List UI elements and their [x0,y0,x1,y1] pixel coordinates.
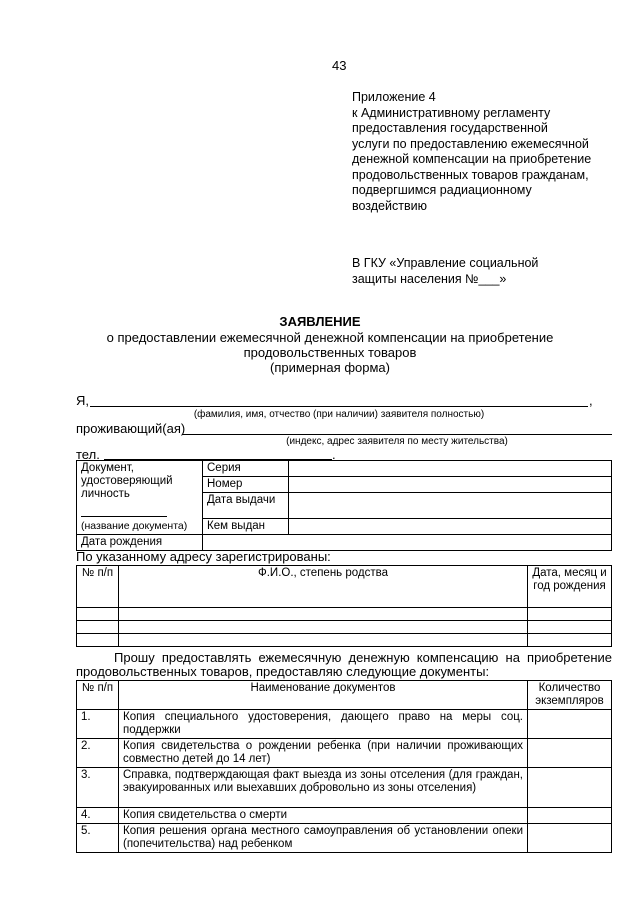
issued-by-value[interactable] [289,519,612,535]
reg-cell[interactable] [528,621,612,634]
doc-name: Справка, подтверждающая факт выезда из зоны отселения (для граждан, эвакуированных или выехавших добровольно из зоны отселения) [119,768,528,808]
addressee-block [352,256,612,287]
request-paragraph [76,651,612,679]
address-caption: (индекс, адрес заявителя по месту жительства) [286,436,508,447]
reg-cell[interactable] [77,634,119,647]
series-label: Серия [203,461,289,477]
address-field[interactable] [182,434,612,435]
issue-date-label: Дата выдачи [203,493,289,519]
tel-label: тел. [76,447,100,462]
request-text: Прошу предоставлять ежемесячную денежную компенсацию на приобретение продовольственных товаров, предоставляю следующие документы: [76,650,612,679]
id-document-table [76,460,612,551]
fullname-caption: (фамилия, имя, отчество (при наличии) заявителя полностью) [193,409,485,420]
doc-num: 3. [77,768,119,808]
addressee-line: В ГКУ «Управление социальной [352,256,539,270]
reg-cell[interactable] [528,608,612,621]
annex-title: Приложение 4 [352,90,436,104]
series-value[interactable] [289,461,612,477]
reg-cell[interactable] [77,608,119,621]
doc-name: Копия решения органа местного самоуправления об установлении опеки (попечительства) над ребенком [119,824,528,853]
reg-cell[interactable] [119,608,528,621]
reg-cell[interactable] [528,634,612,647]
reg-col-num: № п/п [77,566,119,608]
documents-table [76,680,612,853]
issue-date-value[interactable] [289,493,612,519]
i-label: Я, [76,393,89,408]
doc-qty[interactable] [528,824,612,853]
subtitle-line: о предоставлении ежемесячной денежной компенсации на приобретение [106,330,554,345]
subtitle-line: продовольственных товаров [243,345,417,360]
annex-line: предоставления государственной [352,121,548,135]
page-number: 43 [332,58,347,73]
annex-line: услуги по предоставлению ежемесячной [352,136,589,151]
reg-cell[interactable] [119,634,528,647]
fullname-field[interactable] [90,406,588,407]
document-title: ЗАЯВЛЕНИЕ [279,314,361,329]
annex-block [352,90,612,214]
doc-qty[interactable] [528,739,612,768]
issued-by-label: Кем выдан [203,519,289,535]
reg-col-date: Дата, месяц и год рождения [528,566,612,608]
doc-name: Копия свидетельства о рождении ребенка (при наличии проживающих совместно детей до 14 лет) [119,739,528,768]
i-end-comma: , [589,393,593,408]
doc-qty[interactable] [528,808,612,824]
addressee-line: защиты населения №___» [352,271,507,286]
registered-heading: По указанному адресу зарегистрированы: [76,549,331,564]
reg-cell[interactable] [119,621,528,634]
id-doc-label-cell [77,461,203,535]
id-doc-caption: (название документа) [81,520,188,532]
annex-line: денежной компенсации на приобретение [352,152,592,166]
doc-qty[interactable] [528,768,612,808]
doc-num: 4. [77,808,119,824]
doc-name: Копия специального удостоверения, дающего право на меры соц. поддержки [119,710,528,739]
reg-col-name: Ф.И.О., степень родства [119,566,528,608]
doc-num: 1. [77,710,119,739]
annex-line: к Административному регламенту [352,105,551,120]
doc-name: Копия свидетельства о смерти [119,808,528,824]
docs-col-num: № п/п [77,681,119,710]
id-doc-caption-wrap [81,516,199,533]
docs-col-qty: Количество экземпляров [528,681,612,710]
registered-table [76,565,612,647]
residing-label: проживающий(ая) [76,421,186,436]
doc-num: 2. [77,739,119,768]
birth-date-label: Дата рождения [77,535,203,551]
id-doc-name-line[interactable] [81,516,167,517]
number-value[interactable] [289,477,612,493]
annex-line: продовольственных товаров гражданам, [352,167,589,182]
doc-qty[interactable] [528,710,612,739]
doc-num: 5. [77,824,119,853]
number-label: Номер [203,477,289,493]
document-subtitle [60,330,600,375]
annex-line: подвергшимся радиационному [352,183,532,197]
annex-line: воздействию [352,198,427,213]
tel-end-dot: . [332,447,336,462]
id-doc-label: Документ, удостоверяющий личность [81,462,173,500]
docs-col-name: Наименование документов [119,681,528,710]
reg-cell[interactable] [77,621,119,634]
subtitle-line: (примерная форма) [270,360,390,375]
